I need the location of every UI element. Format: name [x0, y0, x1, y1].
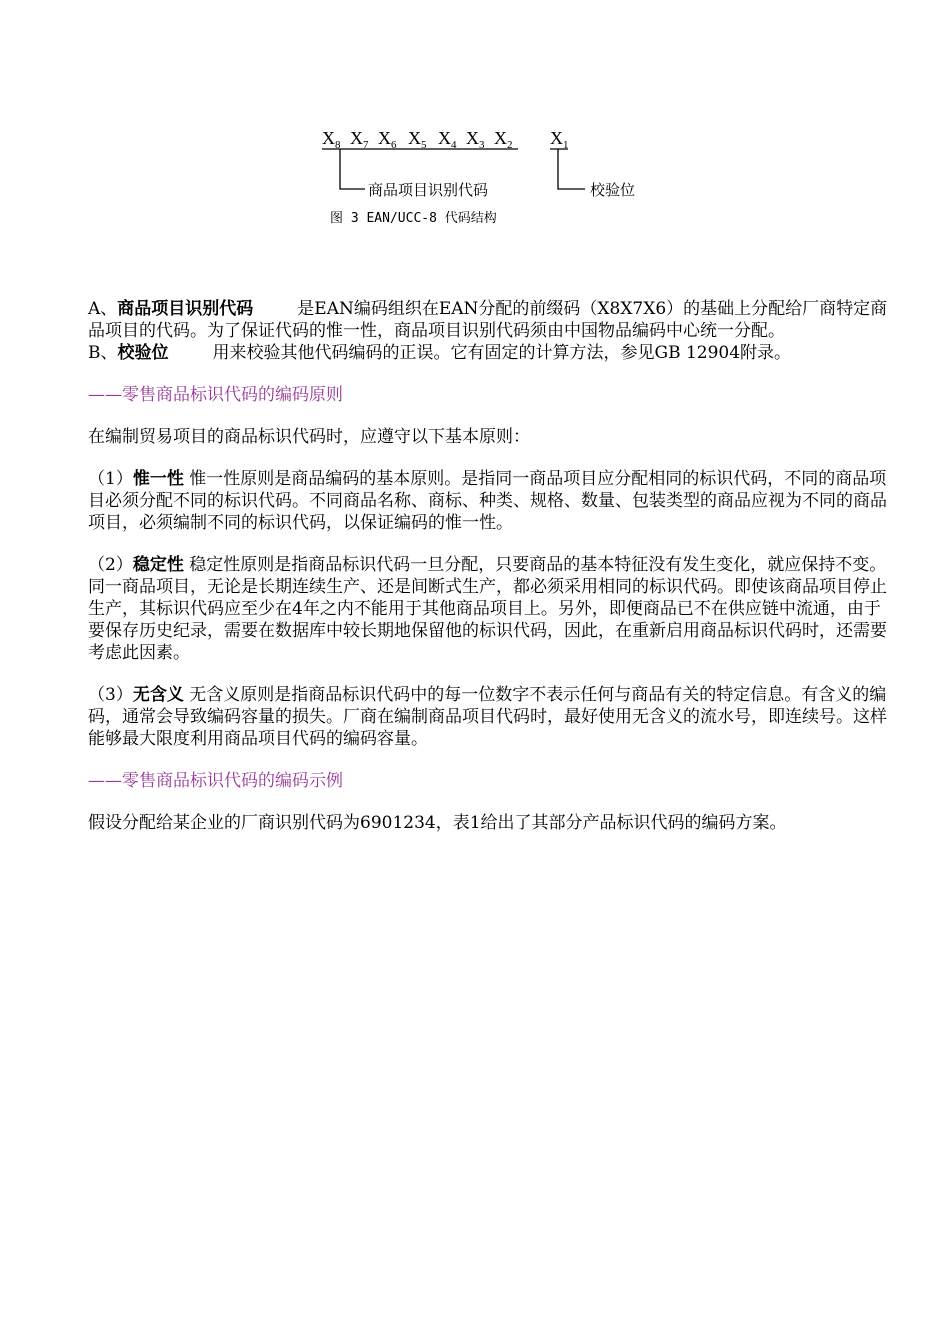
ean-ucc8-structure-figure: [310, 118, 636, 238]
definition-a-prefix: A、: [88, 299, 118, 319]
principle-text: 无含义原则是指商品标识代码中的每一位数字不表示任何与商品有关的特定信息。有含义的编码，通常会导致编码容量的损失。厂商在编制商品项目代码时，最好使用无含义的流水号，即连续号。这样能够最大限度利用商品项目代码的编码容量。: [88, 685, 887, 749]
principles-intro: 在编制贸易项目的商品标识代码时，应遵守以下基本原则：: [88, 427, 530, 447]
code-digit-x3: $X_3$: [466, 128, 485, 151]
principle-number: （2）: [88, 555, 133, 575]
code-digit-x4: $X_4$: [438, 128, 457, 151]
principle-term: 惟一性: [132, 469, 184, 489]
document-body: [88, 298, 888, 834]
principle-item: [88, 554, 888, 664]
principle-text: 稳定性原则是指商品标识代码一旦分配，只要商品的基本特征没有发生变化，就应保持不变。同一商品项目，无论是长期连续生产、还是间断式生产，都必须采用相同的标识代码。即使该商品项目停止生产，其标识代码应至少在4年之内不能用于其他商品项目上。另外，即便商品已不在供应链中流通，由于要保存历史纪录，需要在数据库中较长期地保留他的标识代码，因此，在重新启用商品标识代码时，还需要考虑此因素。: [88, 555, 887, 663]
item-code-label: 商品项目识别代码: [368, 181, 489, 199]
definition-b: [88, 342, 888, 364]
principle-item: [88, 468, 888, 534]
code-digit-x2: $X_2$: [494, 128, 513, 151]
section-heading-principles: ——零售商品标识代码的编码原则: [88, 385, 343, 405]
check-digit-x1: $X_1$: [550, 128, 569, 151]
definition-a-text: 是EAN编码组织在EAN分配的前缀码（X8X7X6）的基础上分配给厂商特定商品项目的代码。为了保证代码的惟一性，商品项目识别代码须由中国物品编码中心统一分配。: [88, 299, 888, 341]
figure-caption: 图 3 EAN/UCC-8 代码结构: [330, 211, 497, 226]
principle-number: （3）: [88, 685, 133, 705]
code-digit-x7: $X_7$: [350, 128, 369, 151]
principle-term: 无含义: [132, 685, 184, 705]
principle-item: [88, 684, 888, 750]
section-heading-example: ——零售商品标识代码的编码示例: [88, 771, 343, 791]
definition-a-term: 商品项目识别代码: [117, 299, 254, 319]
example-text: 假设分配给某企业的厂商识别代码为6901234，表1给出了其部分产品标识代码的编码方案。: [88, 813, 787, 833]
definition-a: [88, 298, 888, 342]
check-digit-label: 校验位: [590, 181, 636, 199]
code-digit-x5: $X_5$: [408, 128, 427, 151]
item-code-bracket: [340, 149, 365, 189]
principle-number: （1）: [88, 469, 133, 489]
check-digit-bracket: [558, 149, 585, 189]
code-digit-x8: $X_8$: [322, 128, 341, 151]
code-digit-x6: $X_6$: [378, 128, 397, 151]
principle-text: 惟一性原则是商品编码的基本原则。是指同一商品项目应分配相同的标识代码，不同的商品项目必须分配不同的标识代码。不同商品名称、商标、种类、规格、数量、包装类型的商品应视为不同的商品项目，必须编制不同的标识代码，以保证编码的惟一性。: [88, 469, 887, 533]
definition-b-text: 用来校验其他代码编码的正误。它有固定的计算方法，参见GB 12904附录。: [212, 343, 792, 363]
principle-term: 稳定性: [132, 555, 184, 575]
definition-b-term: 校验位: [117, 343, 169, 363]
definition-b-prefix: B、: [88, 343, 118, 363]
code-structure-diagram: [310, 118, 636, 238]
